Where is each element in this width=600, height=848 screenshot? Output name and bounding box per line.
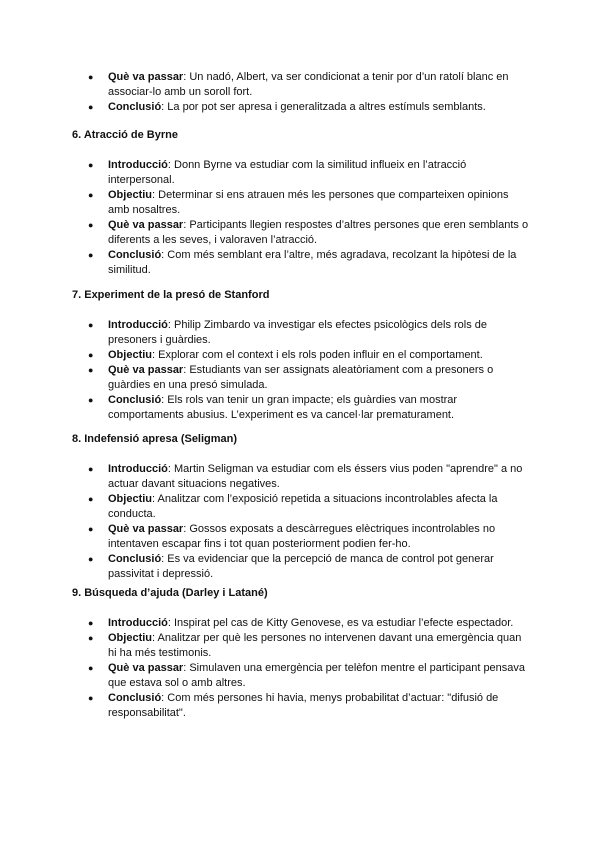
list-item: ● Objectiu: Analitzar com l’exposició repetida a situacions incontrolables afecta la conducta. [88, 493, 498, 520]
list-item: ● Objectiu: Determinar si ens atrauen més les persones que comparteixen opinions amb nosaltres. [88, 189, 509, 216]
list-item: ● Introducció: Donn Byrne va estudiar com la similitud influeix en l’atracció interpersonal. [88, 159, 467, 186]
section-heading: 9. Búsqueda d’ajuda (Darley i Latané) [72, 587, 268, 599]
bullet-icon: ● [88, 350, 94, 360]
list-item: ● Què va passar: Gossos exposats a descàrregues elèctriques incontrolables no intentaven escapar fins i tot quan posteriorment podien fer-ho. [88, 523, 496, 550]
bullet-list [72, 70, 532, 115]
list-item: ● Conclusió: Els rols van tenir un gran impacte; els guàrdies van mostrar comportaments abusius. L’experiment es va cancel·lar prematurament. [88, 394, 458, 421]
section-darley-latane [72, 586, 532, 721]
list-item: ● Objectiu: Analitzar per què les persones no intervenen davant una emergència quan hi ha més testimonis. [88, 632, 522, 659]
list-item: ● Què va passar: Simulaven una emergència per telèfon mentre el participant pensava que estava sol o amb altres. [88, 662, 526, 689]
section-stanford [72, 288, 532, 423]
section-heading: 6. Atracció de Byrne [72, 129, 178, 141]
section-heading: 8. Indefensió apresa (Seligman) [72, 433, 238, 445]
list-item: ● Conclusió: Es va evidenciar que la percepció de manca de control pot generar passivitat i depressió. [88, 553, 494, 580]
bullet-icon: ● [88, 633, 94, 643]
bullet-list [72, 318, 532, 423]
list-item: ● Conclusió: Com més semblant era l’altre, més agradava, recolzant la hipòtesi de la similitud. [88, 249, 517, 276]
section-byrne [72, 128, 532, 278]
bullet-icon: ● [88, 524, 94, 534]
list-item: ● Introducció: Philip Zimbardo va investigar els efectes psicològics dels rols de presoners i guàrdies. [88, 319, 488, 346]
bullet-icon: ● [88, 365, 94, 375]
bullet-icon: ● [88, 102, 94, 112]
bullet-icon: ● [88, 160, 94, 170]
bullet-list [72, 158, 532, 278]
list-item: ● Què va passar: Un nadó, Albert, va ser condicionat a tenir por d’un ratolí blanc en associar-lo amb un soroll fort. [88, 71, 509, 98]
bullet-icon: ● [88, 663, 94, 673]
list-item: ● Introducció: Inspirat pel cas de Kitty Genovese, es va estudiar l’efecte espectador. [88, 617, 514, 629]
list-item: ● Què va passar: Participants llegien respostes d’altres persones que eren semblants o diferents a les seves, i valoraven l’atracció. [88, 219, 529, 246]
list-item: ● Objectiu: Explorar com el context i els rols poden influir en el comportament. [88, 349, 483, 361]
bullet-icon: ● [88, 250, 94, 260]
bullet-icon: ● [88, 693, 94, 703]
section-heading: 7. Experiment de la presó de Stanford [72, 289, 270, 301]
bullet-list [72, 462, 532, 582]
bullet-icon: ● [88, 72, 94, 82]
bullet-icon: ● [88, 395, 94, 405]
bullet-icon: ● [88, 320, 94, 330]
bullet-icon: ● [88, 464, 94, 474]
list-item: ● Introducció: Martin Seligman va estudiar com els éssers vius poden "aprendre" a no actuar davant situacions negatives. [88, 463, 523, 490]
bullet-list [72, 616, 532, 721]
bullet-icon: ● [88, 618, 94, 628]
section-seligman [72, 432, 532, 582]
list-item: ● Conclusió: Com més persones hi havia, menys probabilitat d’actuar: "difusió de responsabilitat". [88, 692, 499, 719]
bullet-icon: ● [88, 554, 94, 564]
section-albert-continuation [72, 70, 532, 115]
bullet-icon: ● [88, 220, 94, 230]
bullet-icon: ● [88, 190, 94, 200]
bullet-icon: ● [88, 494, 94, 504]
list-item: ● Conclusió: La por pot ser apresa i generalitzada a altres estímuls semblants. [88, 101, 486, 113]
list-item: ● Què va passar: Estudiants van ser assignats aleatòriament com a presoners o guàrdies en una presó simulada. [88, 364, 494, 391]
